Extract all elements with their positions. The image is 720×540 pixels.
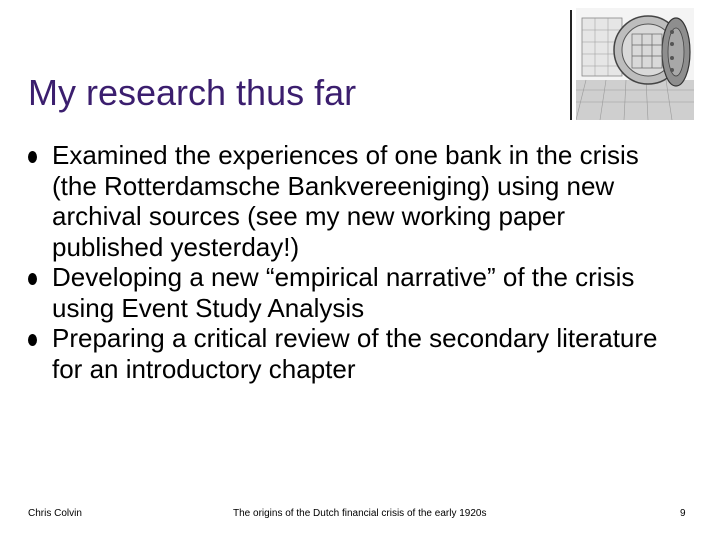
- bullet-item: [28, 323, 668, 384]
- bullet-text: Examined the experiences of one bank in the crisis (the Rotterdamsche Bankvereeniging) using new archival sources (see my new working paper published yesterday!): [52, 140, 639, 262]
- bullet-text: Preparing a critical review of the secondary literature for an introductory chapter: [52, 323, 658, 384]
- bullet-dot-icon: [28, 334, 37, 346]
- title-divider: [28, 120, 568, 121]
- footer-author: Chris Colvin: [28, 508, 82, 519]
- bullet-item: [28, 262, 668, 323]
- bank-vault-image: [576, 8, 694, 120]
- vault-divider: [570, 10, 572, 120]
- bullet-dot-icon: [28, 151, 37, 163]
- bullet-list: [28, 140, 668, 384]
- footer-title: The origins of the Dutch financial crisis of the early 1920s: [233, 508, 487, 519]
- bullet-item: [28, 140, 668, 262]
- bullet-dot-icon: [28, 273, 37, 285]
- slide-title: My research thus far: [28, 72, 357, 113]
- bullet-text: Developing a new “empirical narrative” of the crisis using Event Study Analysis: [52, 262, 635, 323]
- page-number: 9: [680, 508, 686, 519]
